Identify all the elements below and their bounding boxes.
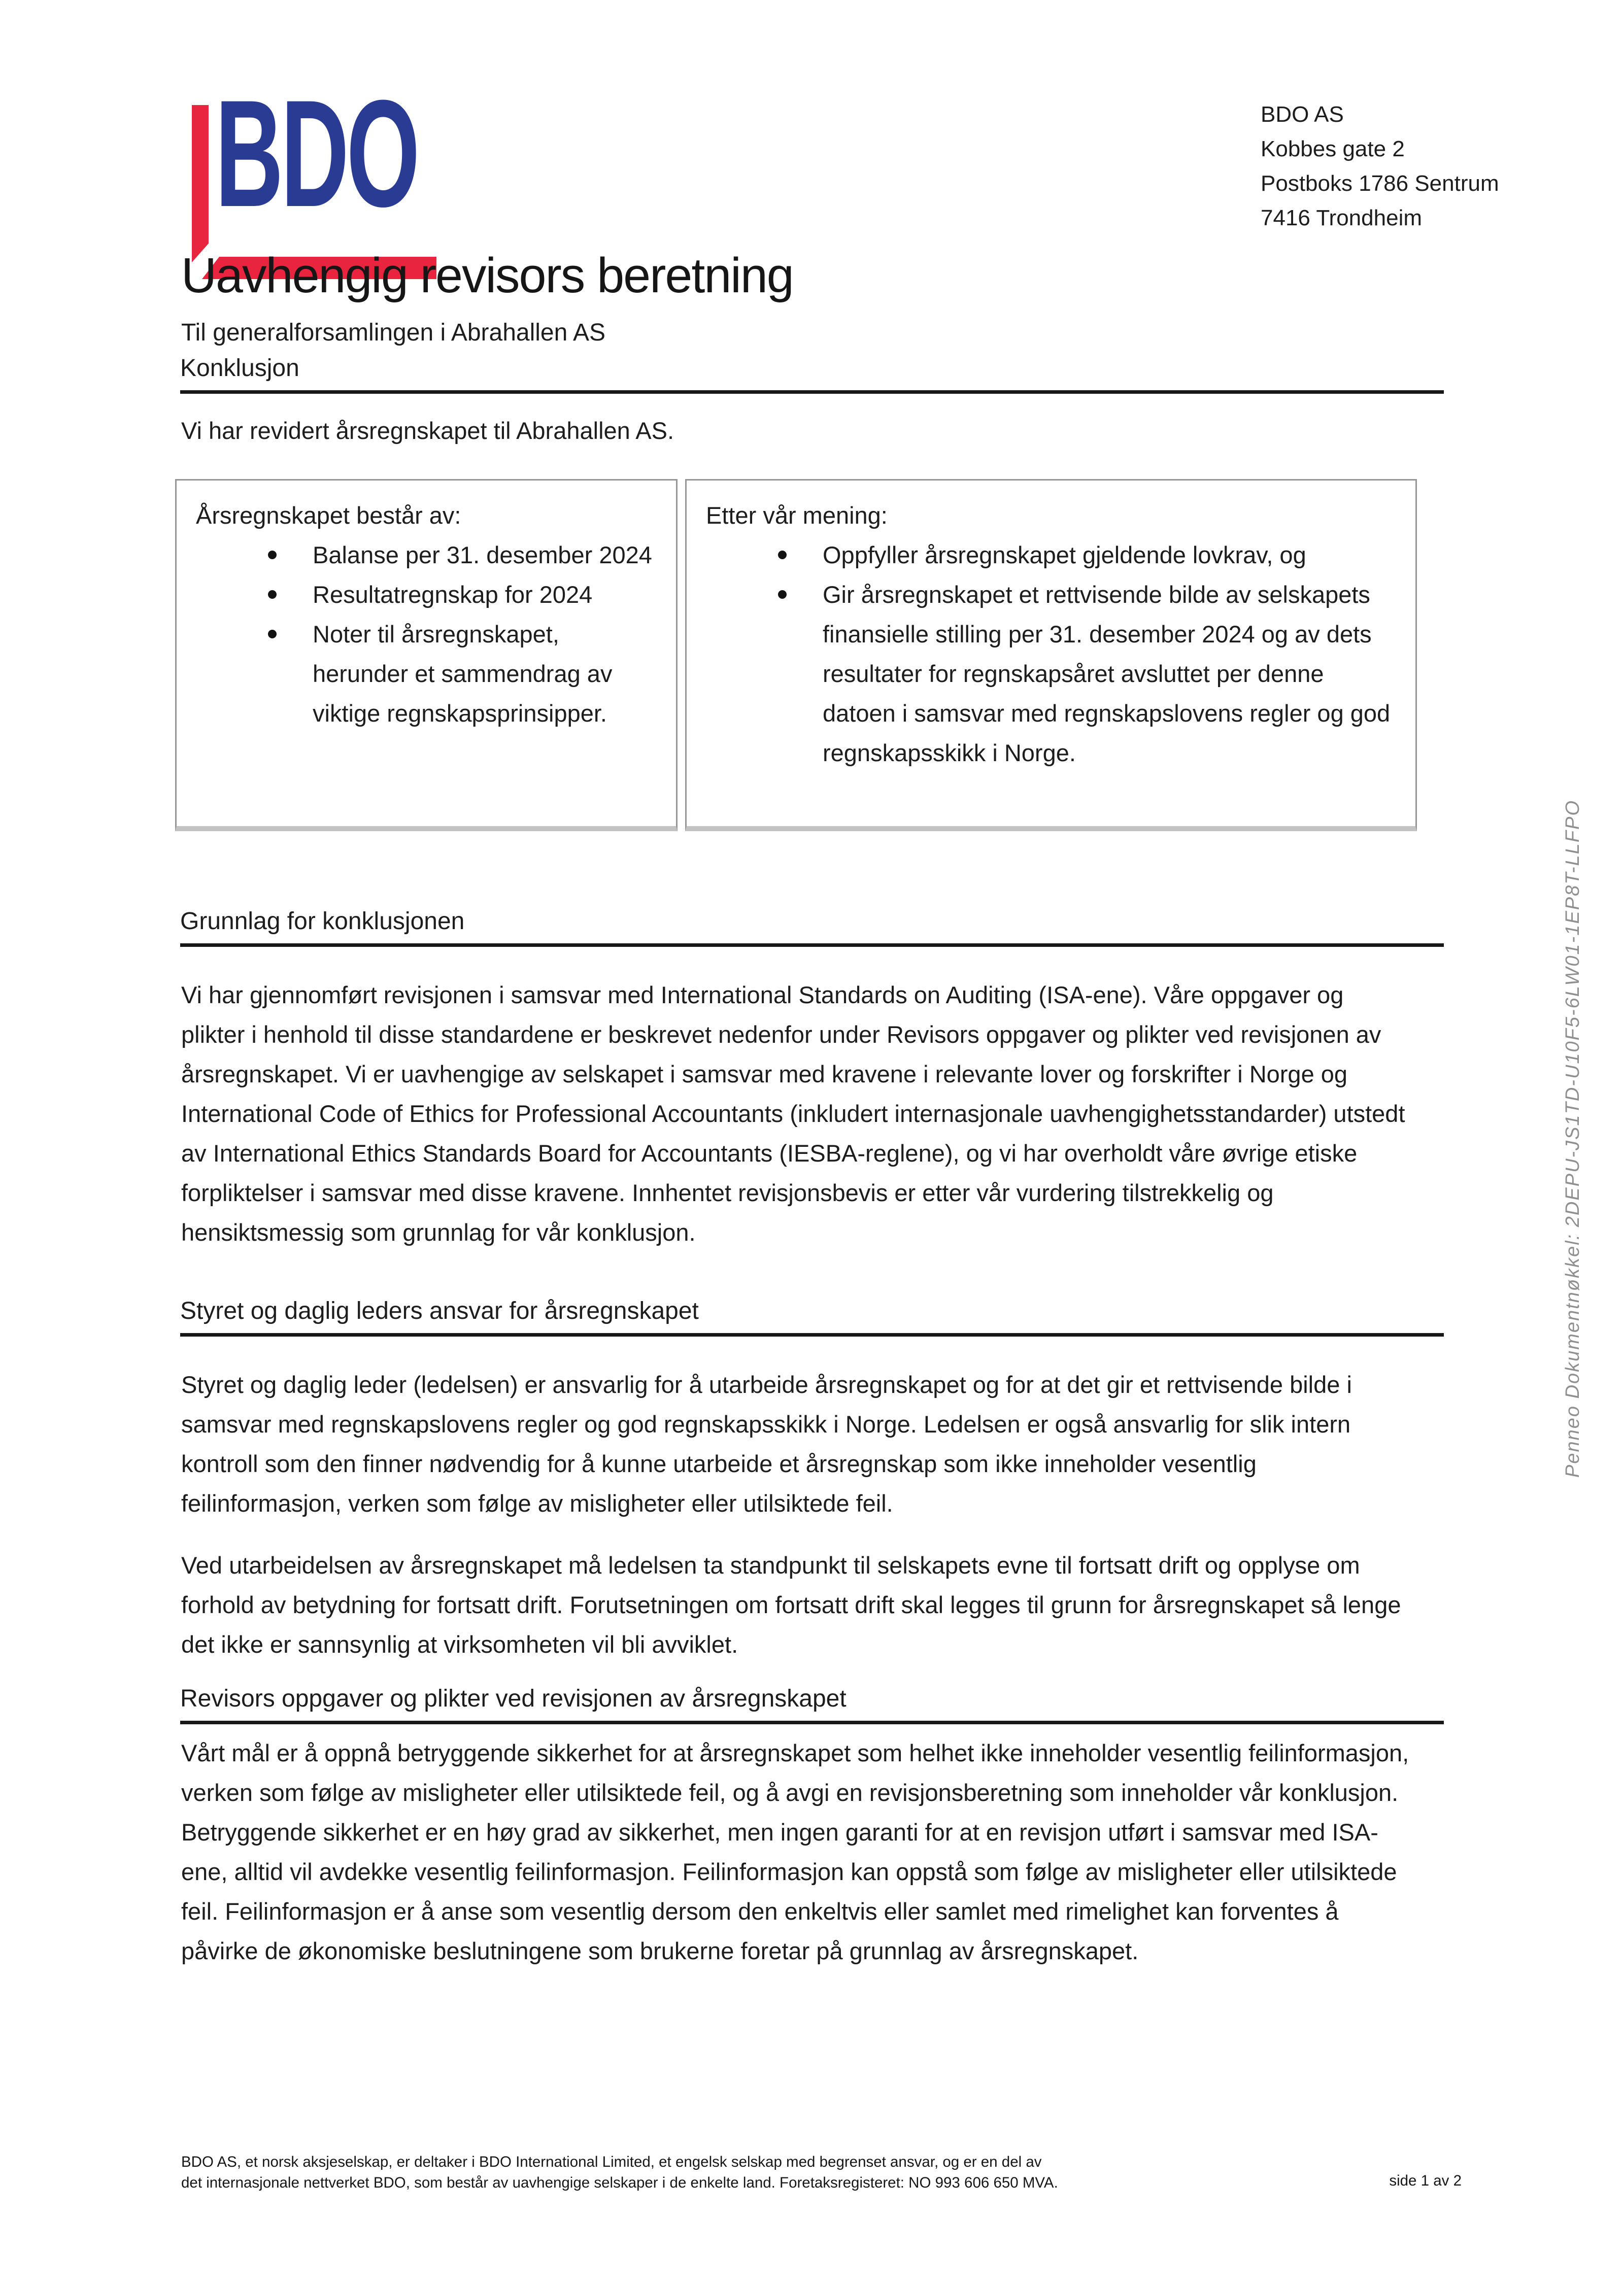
footer-line: det internasjonale nettverket BDO, som består av uavhengige selskaper i de enkelte land. Foretaksregisteret: NO 993 606 650 MVA. bbox=[181, 2174, 1058, 2191]
sender-address-block bbox=[1261, 97, 1499, 235]
paragraph-styret-1: Styret og daglig leder (ledelsen) er ansvarlig for å utarbeide årsregnskapet og for at det gir et rettvisende bilde i samsvar med regnskapslovens regler og god regnskapsskikk i Norge. Ledelsen er også ansvarlig for slik intern kontroll som den finner nødvendig for å kunne utarbeide et årsregnskap som ikke inneholder vesentlig feilinformasjon, verken som følge av misligheter eller utilsiktede feil. bbox=[181, 1371, 1352, 1517]
section-heading-styret: Styret og daglig leders ansvar for årsregnskapet bbox=[180, 1297, 1444, 1337]
section-heading-konklusjon: Konklusjon bbox=[180, 354, 1444, 394]
list-item: Resultatregnskap for 2024 bbox=[313, 575, 657, 615]
list-item: Gir årsregnskapet et rettvisende bilde av selskapets finansielle stilling per 31. desember 2024 og av dets resultater for regnskapsåret avsluttet per denne datoen i samsvar med regnskapslovens regler og god regnskapsskikk i Norge. bbox=[823, 575, 1396, 773]
paragraph-intro: Vi har revidert årsregnskapet til Abrahallen AS. bbox=[181, 417, 674, 444]
box-heading: Årsregnskapet består av: bbox=[196, 502, 461, 529]
bdo-logo-red-bar-vertical-icon bbox=[192, 105, 209, 262]
paragraph-grunnlag: Vi har gjennomført revisjonen i samsvar med International Standards on Auditing (ISA-ene). Våre oppgaver og plikter i henhold til disse standardene er beskrevet nedenfor under Revisors oppgaver og plikter ved revisjonen av årsregnskapet. Vi er uavhengige av selskapet i samsvar med kravene i relevante lover og forskrifter i Norge og International Code of Ethics for Professional Accountants (inkludert internasjonale uavhengighetsstandarder) utstedt av International Ethics Standards Board for Accountants (IESBA-reglene), og vi har overholdt våre øvrige etiske forpliktelser i samsvar med disse kravene. Innhentet revisjonsbevis er etter vår vurdering tilstrekkelig og hensiktsmessig som grunnlag for vår konklusjon. bbox=[181, 981, 1405, 1246]
paragraph-styret-2: Ved utarbeidelsen av årsregnskapet må ledelsen ta standpunkt til selskapets evne til fortsatt drift og opplyse om forhold av betydning for fortsatt drift. Forutsetningen om fortsatt drift skal legges til grunn for årsregnskapet så lenge det ikke er sannsynlig at virksomheten vil bli avviklet. bbox=[181, 1552, 1401, 1658]
recipient-line: Til generalforsamlingen i Abrahallen AS bbox=[181, 319, 606, 346]
box-etter-var-mening bbox=[685, 479, 1417, 831]
bullet-list bbox=[196, 535, 657, 733]
list-item: Noter til årsregnskapet, herunder et sammendrag av viktige regnskapsprinsipper. bbox=[313, 615, 657, 733]
page-indicator: side 1 av 2 bbox=[1389, 2172, 1462, 2189]
address-line: BDO AS bbox=[1261, 102, 1344, 127]
page-title: Uavhengig revisors beretning bbox=[181, 248, 793, 303]
footer-line: BDO AS, et norsk aksjeselskap, er deltaker i BDO International Limited, et engelsk selskap med begrenset ansvar, og er en del av bbox=[181, 2154, 1042, 2170]
list-item: Balanse per 31. desember 2024 bbox=[313, 535, 657, 575]
box-heading: Etter vår mening: bbox=[706, 502, 888, 529]
paragraph-revisors: Vårt mål er å oppnå betryggende sikkerhet for at årsregnskapet som helhet ikke inneholder vesentlig feilinformasjon, verken som følge av misligheter eller utilsiktede feil, og å avgi en revisjonsberetning som inneholder vår konklusjon. Betryggende sikkerhet er en høy grad av sikkerhet, men ingen garanti for at en revisjon utført i samsvar med ISA-ene, alltid vil avdekke vesentlig feilinformasjon. Feilinformasjon kan oppstå som følge av misligheter eller utilsiktede feil. Feilinformasjon er å anse som vesentlig dersom den enkeltvis eller samlet med rimelighet kan forventes å påvirke de økonomiske beslutningene som brukerne foretar på grunnlag av årsregnskapet. bbox=[181, 1740, 1409, 1964]
address-line: 7416 Trondheim bbox=[1261, 206, 1422, 230]
list-item: Oppfyller årsregnskapet gjeldende lovkrav, og bbox=[823, 535, 1396, 575]
section-heading-grunnlag: Grunnlag for konklusjonen bbox=[180, 907, 1444, 947]
section-heading-revisors: Revisors oppgaver og plikter ved revisjonen av årsregnskapet bbox=[180, 1685, 1444, 1724]
penneo-document-key-watermark: Penneo Dokumentnøkkel: 2DEPU-JS1TD-U10F5-6LW01-1EP8T-LLFPO bbox=[1562, 799, 1583, 1478]
bullet-list bbox=[706, 535, 1396, 773]
box-arsregnskapet bbox=[175, 479, 678, 831]
footer-legal-text bbox=[181, 2152, 1058, 2193]
address-line: Kobbes gate 2 bbox=[1261, 137, 1405, 161]
bdo-logo-text: BDO bbox=[215, 68, 418, 238]
address-line: Postboks 1786 Sentrum bbox=[1261, 171, 1499, 196]
